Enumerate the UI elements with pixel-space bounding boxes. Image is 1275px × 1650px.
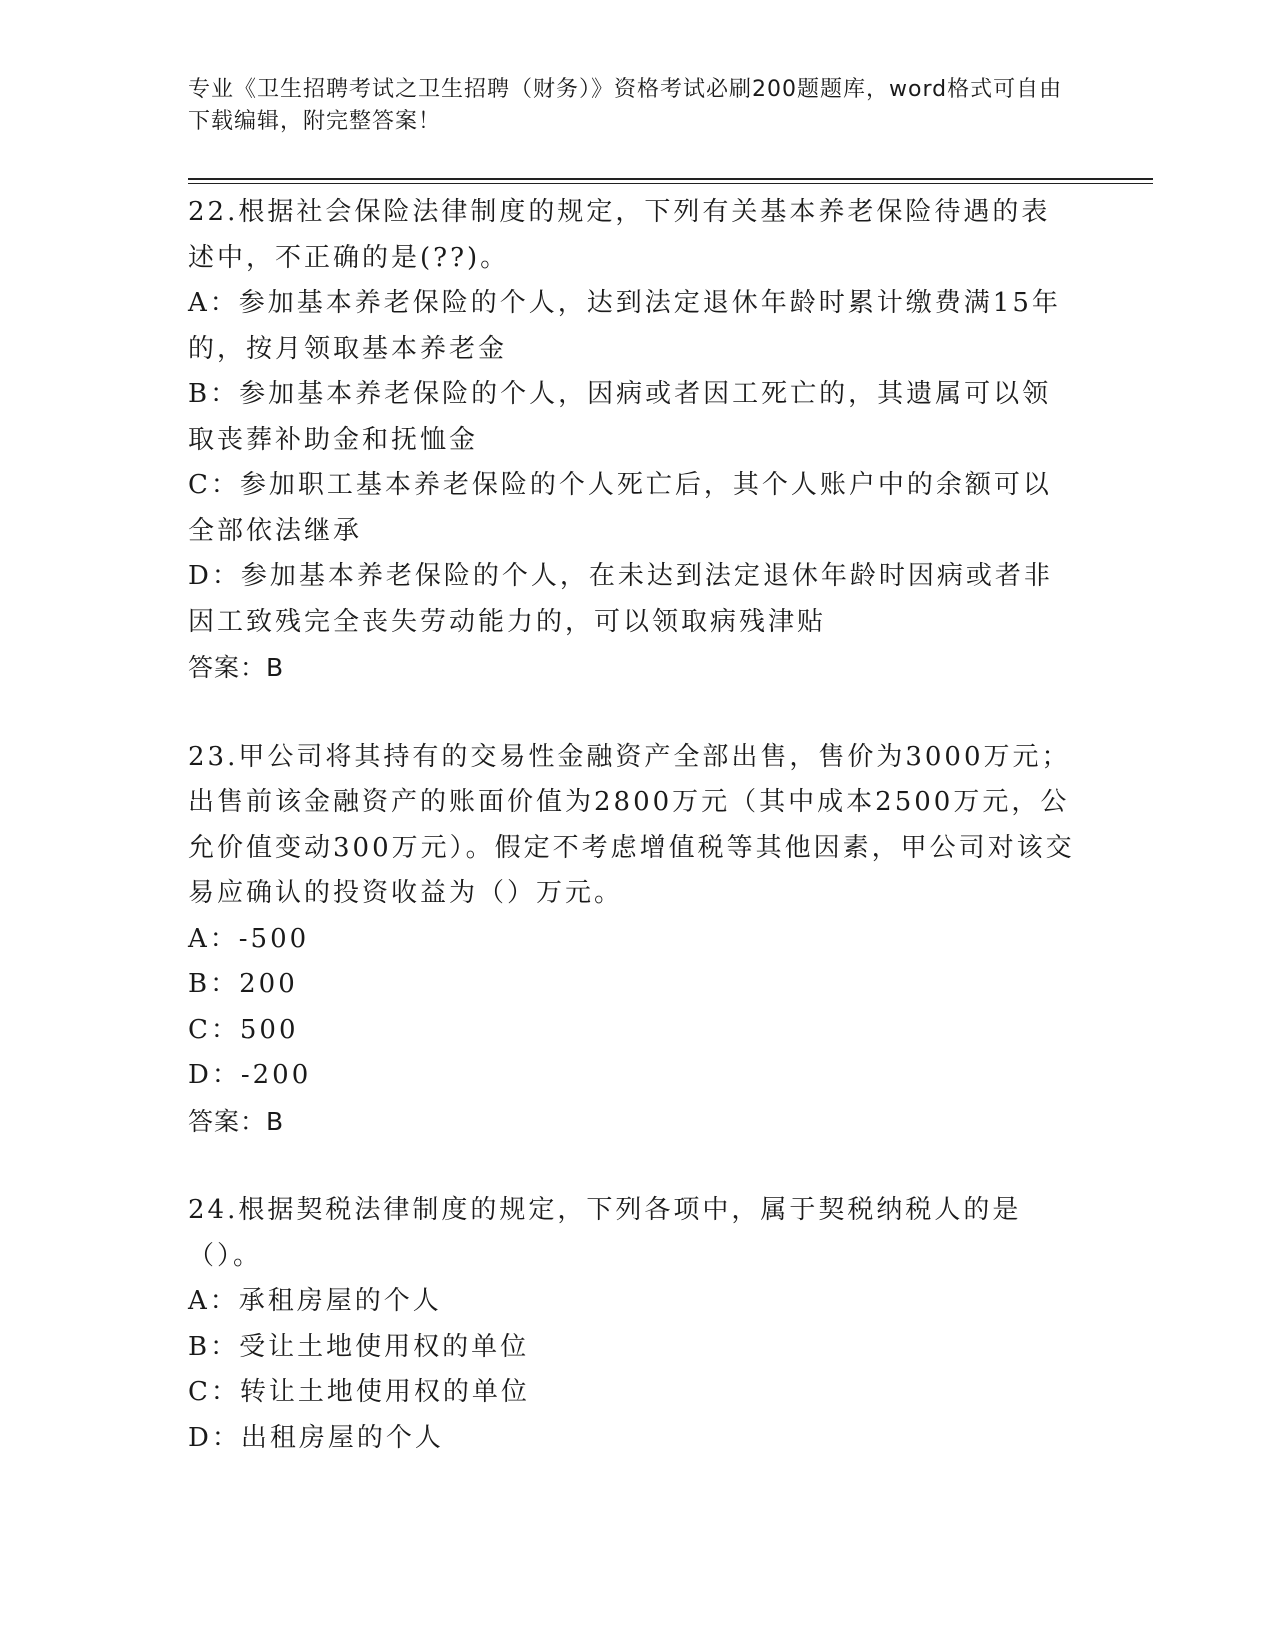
header-divider-thin [188,183,1153,184]
option-a: A：参加基本养老保险的个人，达到法定退休年龄时累计缴费满15年的，按月领取基本养老金 [188,288,1061,364]
option-a: A：-500 [188,923,310,954]
answer-line: 答案：B [188,1106,285,1136]
question-stem: 22.根据社会保险法律制度的规定，下列有关基本养老保险待遇的表述中，不正确的是(??)。 [188,197,1051,273]
option-b: B：受让土地使用权的单位 [188,1331,530,1362]
question-24 [188,1188,1078,1461]
option-a: A：承租房屋的个人 [188,1286,442,1316]
document-header [188,74,1068,138]
option-d: D：-200 [188,1060,312,1090]
question-list [188,190,1078,1461]
option-c: C：500 [188,1014,299,1045]
question-23 [188,735,1078,1145]
question-stem: 23.甲公司将其持有的交易性金融资产全部出售，售价为3000万元；出售前该金融资产的账面价值为2800万元（其中成本2500万元，公允价值变动300万元）。假定不考虑增值税等其他因素，甲公司对该交易应确认的投资收益为（）万元。 [188,741,1075,908]
option-d: D：出租房屋的个人 [188,1422,444,1453]
header-divider-thick [188,178,1153,180]
question-22 [188,190,1078,691]
answer-line: 答案：B [188,653,285,682]
option-b: B：200 [188,969,298,999]
option-d: D：参加基本养老保险的个人，在未达到法定退休年龄时因病或者非因工致残完全丧失劳动能力的，可以领取病残津贴 [188,561,1053,637]
header-text: 专业《卫生招聘考试之卫生招聘（财务）》资格考试必刷200题题库，word格式可自由下载编辑，附完整答案！ [188,77,1063,134]
option-c: C：转让土地使用权的单位 [188,1377,530,1407]
option-b: B：参加基本养老保险的个人，因病或者因工死亡的，其遗属可以领取丧葬补助金和抚恤金 [188,379,1052,455]
question-stem: 24.根据契税法律制度的规定，下列各项中，属于契税纳税人的是（）。 [188,1195,1022,1271]
option-c: C：参加职工基本养老保险的个人死亡后，其个人账户中的余额可以全部依法继承 [188,470,1052,546]
